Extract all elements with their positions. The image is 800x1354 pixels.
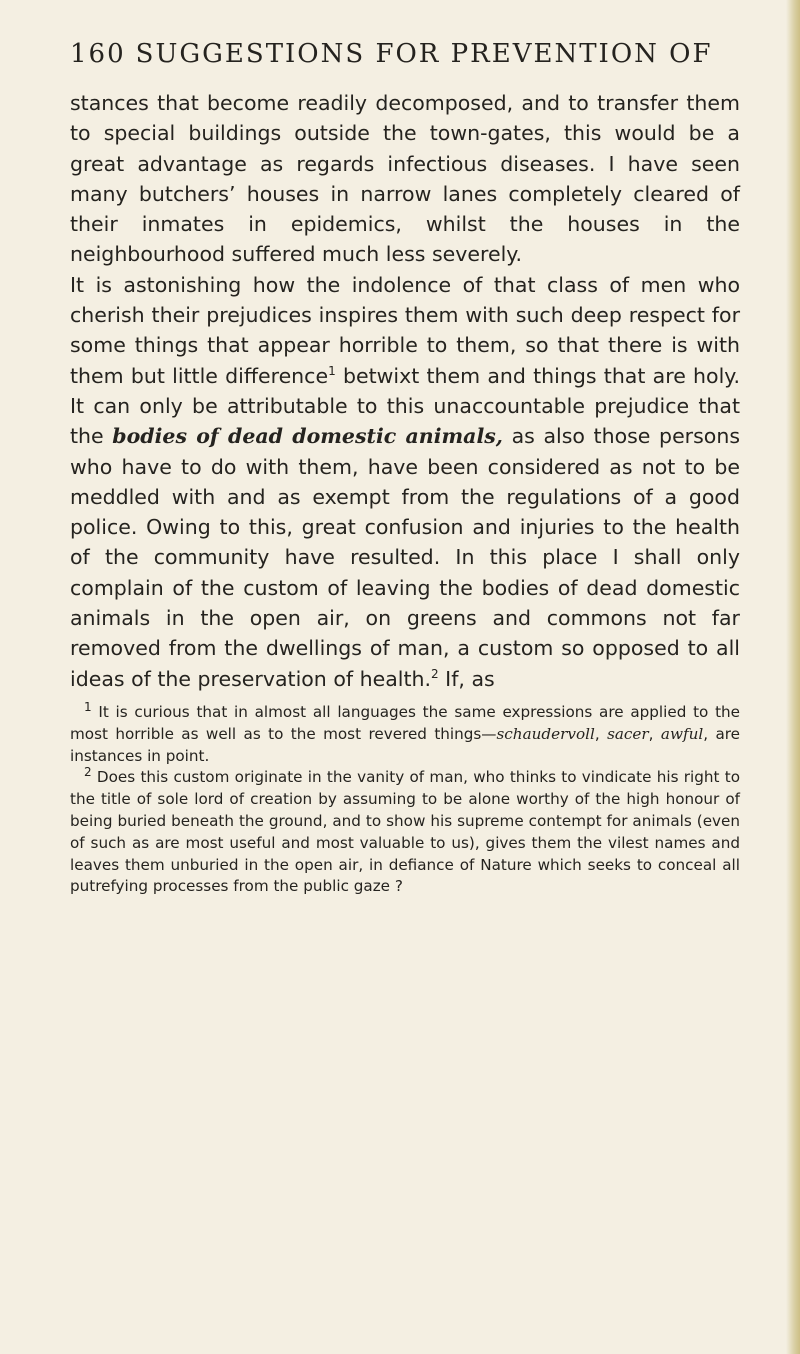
paragraph-2-part-1: It is astonishing how the indolence of that class of men who cherish their prejudices inspires them with such deep respect for some things that appear horrible to them, so that there is with them but little difference <box>70 272 740 388</box>
footnote-2 <box>70 767 740 898</box>
footnote-ref-1[interactable]: 1 <box>328 363 336 378</box>
book-page <box>70 38 740 898</box>
footnote-1-sep-2: , <box>648 724 661 743</box>
footnote-1-word-2: sacer <box>607 724 649 743</box>
footnote-ref-2[interactable]: 2 <box>431 666 439 681</box>
footnote-1-text-b: , are instances in point. <box>70 724 741 765</box>
running-title: SUGGESTIONS FOR PREVENTION OF <box>135 39 713 69</box>
paragraph-2-part-2: betwixt them and things that are holy. It can only be attributable to this unaccountable prejudice that the <box>70 363 740 449</box>
paragraph-2 <box>70 270 740 694</box>
page-number: 160 <box>70 39 126 69</box>
footnote-2-text: Does this custom originate in the vanity of man, who thinks to vindicate his right to the title of sole lord of creation by assuming to be alone worthy of the high honour of being buried beneath the ground, and to show his supreme contempt for animals (even of such as are most useful and most valuable to us), gives them the vilest names and leaves them unburied in the open air, in defiance of Nature which seeks to conceal all putrefying processes from the public gaze ? <box>70 768 740 896</box>
footnote-1-word-1: schaudervoll <box>496 724 595 743</box>
page-edge-shadow <box>786 0 800 1354</box>
emphasis-phrase: bodies of dead domestic animals, <box>112 424 503 449</box>
footnote-1-marker: 1 <box>84 699 92 714</box>
paragraph-1: stances that become readily decomposed, and to transfer them to special buildings outside the town-gates, this would be a great advantage as regards infectious diseases. I have seen many butchers’ houses in narrow lanes completely cleared of their inmates in epidemics, whilst the houses in the neighbourhood suffered much less severely. <box>70 91 740 267</box>
footnotes <box>70 699 741 898</box>
footnote-2-marker: 2 <box>84 765 92 780</box>
footnote-1-sep-1: , <box>594 724 608 743</box>
paragraph-2-part-3: as also those persons who have to do with them, have been considered as not to be meddled with and as exempt from the regulations of a good police. Owing to this, great confusion and injuries to the health of the community have resulted. In this place I shall only complain of the custom of leaving the bodies of dead domestic animals in the open air, on greens and commons not far removed from the dwellings of man, a custom so opposed to all ideas of the preservation of health. <box>70 424 740 691</box>
running-head <box>70 38 740 70</box>
paragraph-2-part-4: If, as <box>438 666 495 691</box>
footnote-1 <box>70 699 741 767</box>
footnote-1-text-a: It is curious that in almost all languages the same expressions are applied to the most horrible as well as to the most revered things— <box>70 702 740 743</box>
main-text <box>70 88 740 694</box>
footnote-1-word-3: awful <box>660 724 704 743</box>
